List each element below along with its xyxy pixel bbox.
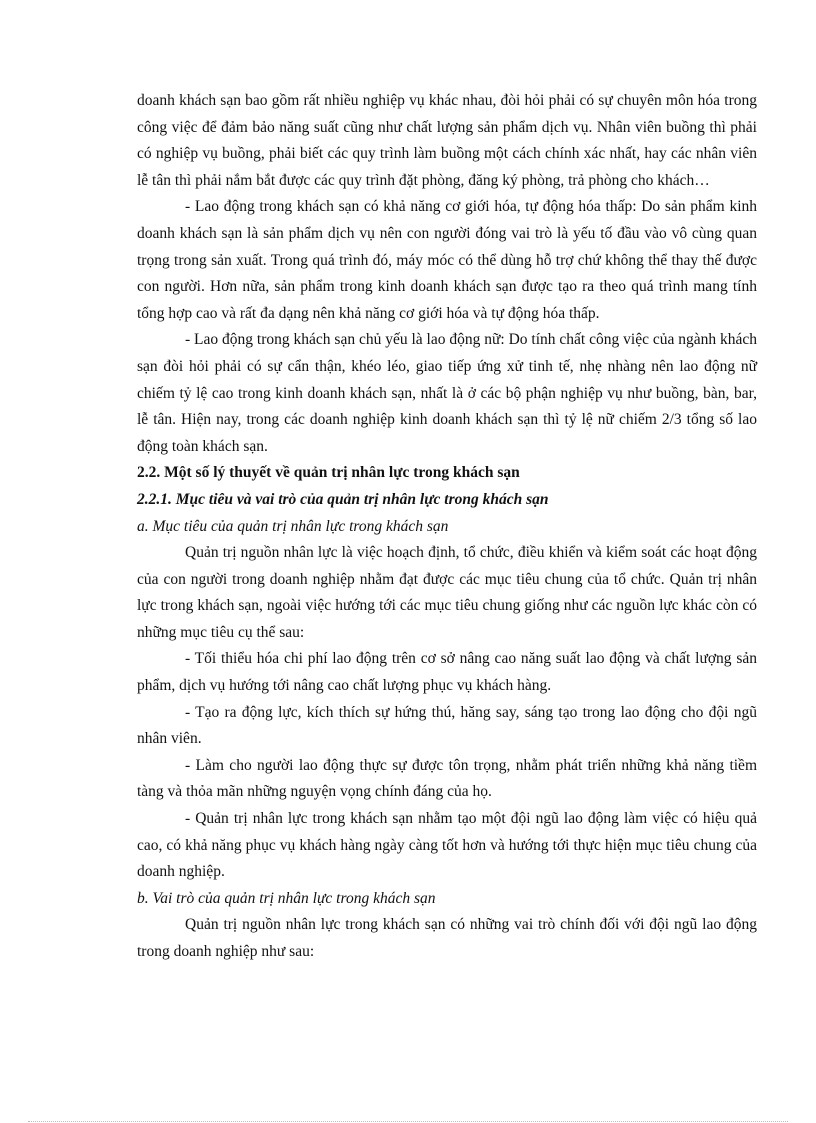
paragraph-continued: doanh khách sạn bao gồm rất nhiều nghiệp vụ khác nhau, đòi hỏi phải có sự chuyên môn hóa trong công việc để đảm bảo năng suất cũng như chất lượng sản phẩm dịch vụ. Nhân viên buồng thì phải có nghiệp vụ buồng, phải biết các quy trình làm buồng một cách chính xác nhất, hay các nhân viên lễ tân thì phải nắm bắt được các quy trình đặt phòng, đăng ký phòng, trả phòng cho khách… <box>137 92 757 189</box>
paragraph-objective-team: - Quản trị nhân lực trong khách sạn nhằm tạo một đội ngũ lao động làm việc có hiệu quả cao, có khả năng phục vụ khách hàng ngày càng tốt hơn và hướng tới thực hiện mục tiêu chung của doanh nghiệp. <box>137 810 757 881</box>
paragraph-objective-cost: - Tối thiểu hóa chi phí lao động trên cơ sở nâng cao năng suất lao động và chất lượng sản phẩm, dịch vụ hướng tới nâng cao chất lượng phục vụ khách hàng. <box>137 650 757 695</box>
paragraph-objective-respect: - Làm cho người lao động thực sự được tôn trọng, nhằm phát triển những khả năng tiềm tàng và thỏa mãn những nguyện vọng chính đáng của họ. <box>137 756 757 801</box>
paragraph-objective-motivation: - Tạo ra động lực, kích thích sự hứng thú, hăng say, sáng tạo trong lao động cho đội ngũ nhân viên. <box>137 703 757 748</box>
paragraph-mechanization: - Lao động trong khách sạn có khả năng cơ giới hóa, tự động hóa thấp: Do sản phẩm kinh doanh khách sạn là sản phẩm dịch vụ nên con người đóng vai trò là yếu tố đầu vào vô cùng quan trọng trong sản xuất. Trong quá trình đó, máy móc có thể dùng hỗ trợ chứ không thể thay thế được con người. Hơn nữa, sản phẩm trong kinh doanh khách sạn được tạo ra theo quá trình mang tính tổng hợp cao và rất đa dạng nên khả năng cơ giới hóa và tự động hóa thấp. <box>137 198 757 322</box>
heading-a-objectives: a. Mục tiêu của quản trị nhân lực trong khách sạn <box>137 517 449 535</box>
paragraph-hr-definition: Quản trị nguồn nhân lực là việc hoạch định, tổ chức, điều khiển và kiểm soát các hoạt động của con người trong doanh nghiệp nhằm đạt được các mục tiêu chung của tổ chức. Quản trị nhân lực trong khách sạn, ngoài việc hướng tới các mục tiêu chung giống như các nguồn lực khác còn có những mục tiêu cụ thể sau: <box>137 544 757 641</box>
subsection-heading-2-2-1: 2.2.1. Mục tiêu và vai trò của quản trị nhân lực trong khách sạn <box>137 490 549 508</box>
heading-b-roles: b. Vai trò của quản trị nhân lực trong khách sạn <box>137 889 436 907</box>
section-heading-2-2: 2.2. Một số lý thuyết về quản trị nhân lực trong khách sạn <box>137 464 520 482</box>
paragraph-roles-intro: Quản trị nguồn nhân lực trong khách sạn có những vai trò chính đối với đội ngũ lao động trong doanh nghiệp như sau: <box>137 916 757 960</box>
paragraph-female-labor: - Lao động trong khách sạn chủ yếu là lao động nữ: Do tính chất công việc của ngành khách sạn đòi hỏi phải có sự cẩn thận, khéo léo, giao tiếp ứng xử tinh tế, nhẹ nhàng nên lao động nữ chiếm tỷ lệ cao trong kinh doanh khách sạn, nhất là ở các bộ phận nghiệp vụ như buồng, bàn, bar, lễ tân. Hiện nay, trong các doanh nghiệp kinh doanh khách sạn thì tỷ lệ nữ chiếm 2/3 tổng số lao động toàn khách sạn. <box>137 331 757 455</box>
document-page <box>137 88 757 966</box>
page-bottom-divider <box>28 1121 788 1122</box>
